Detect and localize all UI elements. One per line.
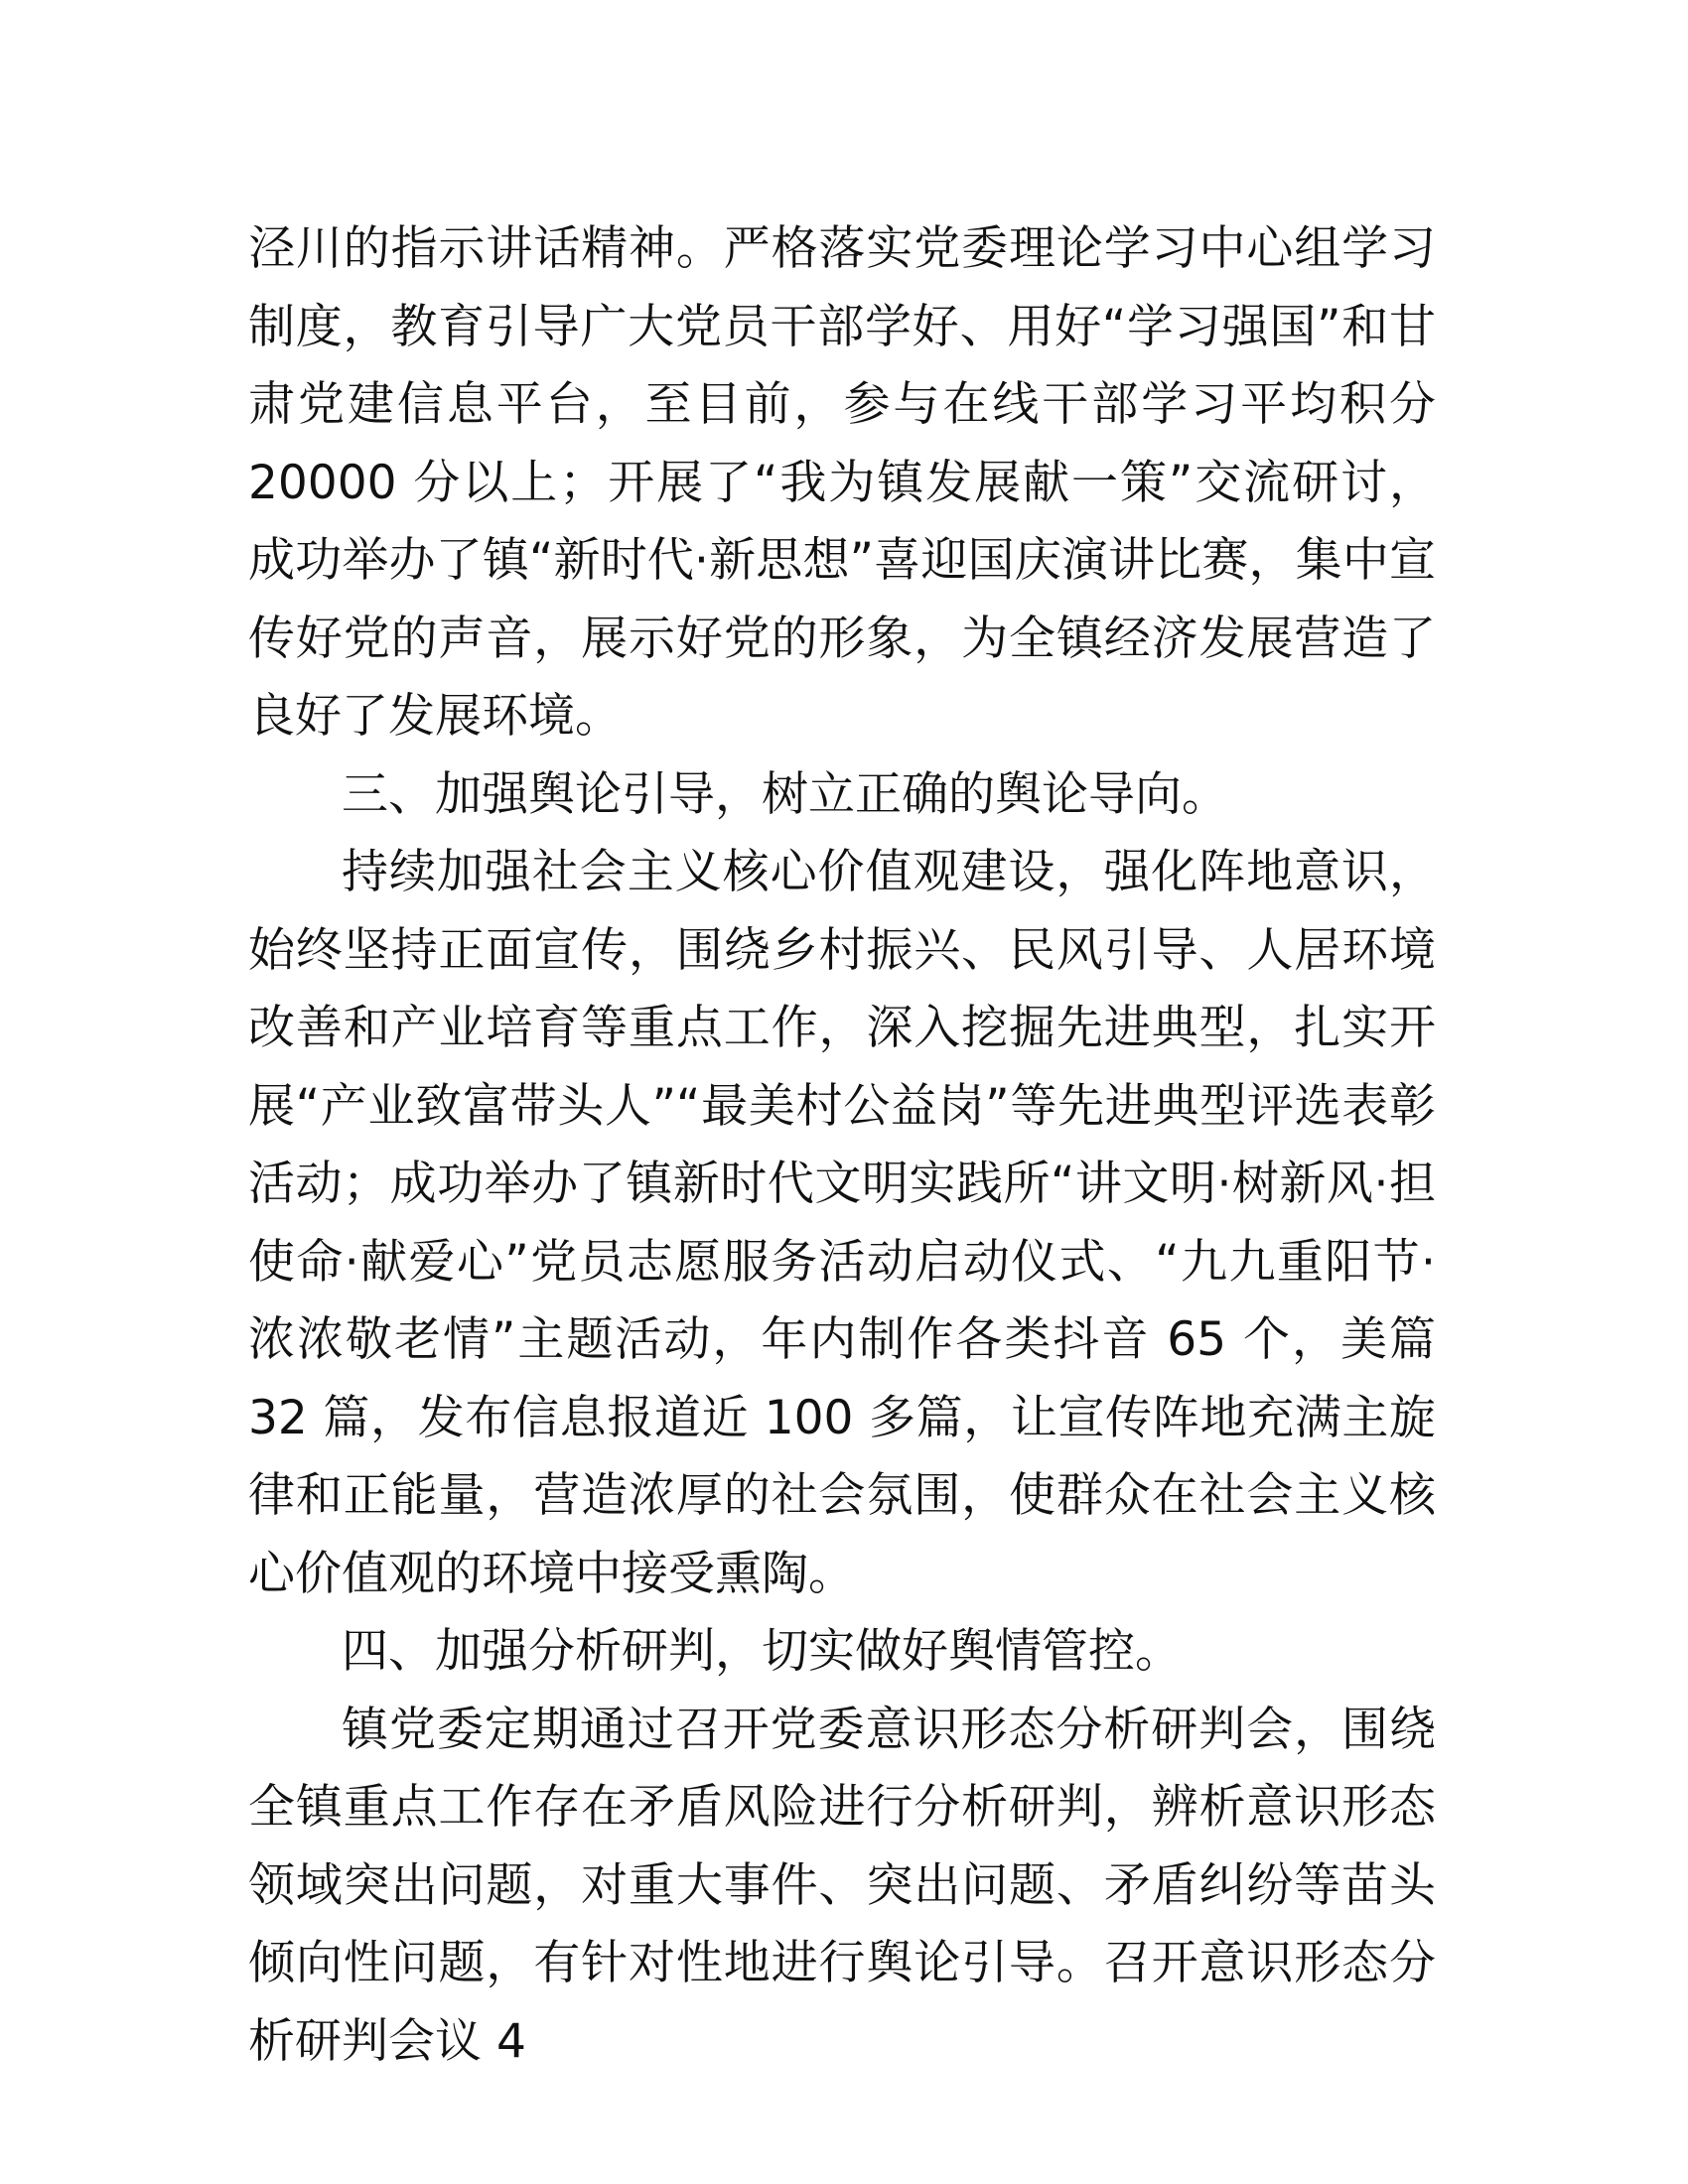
body-paragraph-continuation: 泾川的指示讲话精神。严格落实党委理论学习中心组学习制度，教育引导广大党员干部学好、用好“学习强国”和甘肃党建信息平台，至目前，参与在线干部学习平均积分 20000 分以上；开展了“我为镇发展献一策”交流研讨，成功举办了镇“新时代·新思想”喜迎国庆演讲比赛，集中宣传好党的声音，展示好党的形象，为全镇经济发展营造了良好了发展环境。 bbox=[248, 221, 1436, 744]
section-heading-4: 四、加强分析研判，切实做好舆情管控。 bbox=[342, 1624, 1182, 1679]
section-heading-3: 三、加强舆论引导，树立正确的舆论导向。 bbox=[342, 766, 1228, 822]
document-body bbox=[248, 210, 1436, 2081]
body-paragraph-public-opinion: 持续加强社会主义核心价值观建设，强化阵地意识，始终坚持正面宣传，围绕乡村振兴、民风引导、人居环境改善和产业培育等重点工作，深入挖掘先进典型，扎实开展“产业致富带头人”“最美村公益岗”等先进典型评选表彰活动；成功举办了镇新时代文明实践所“讲文明·树新风·担使命·献爱心”党员志愿服务活动启动仪式、“九九重阳节·浓浓敬老情”主题活动，年内制作各类抖音 65 个，美篇 32 篇，发布信息报道近 100 多篇，让宣传阵地充满主旋律和正能量，营造浓厚的社会氛围，使群众在社会主义核心价值观的环境中接受熏陶。 bbox=[248, 845, 1436, 1601]
body-paragraph-analysis: 镇党委定期通过召开党委意识形态分析研判会，围绕全镇重点工作存在矛盾风险进行分析研判，辨析意识形态领域突出问题，对重大事件、突出问题、矛盾纠纷等苗头倾向性问题，有针对性地进行舆论引导。召开意识形态分析研判会议 4 bbox=[248, 1702, 1436, 2069]
